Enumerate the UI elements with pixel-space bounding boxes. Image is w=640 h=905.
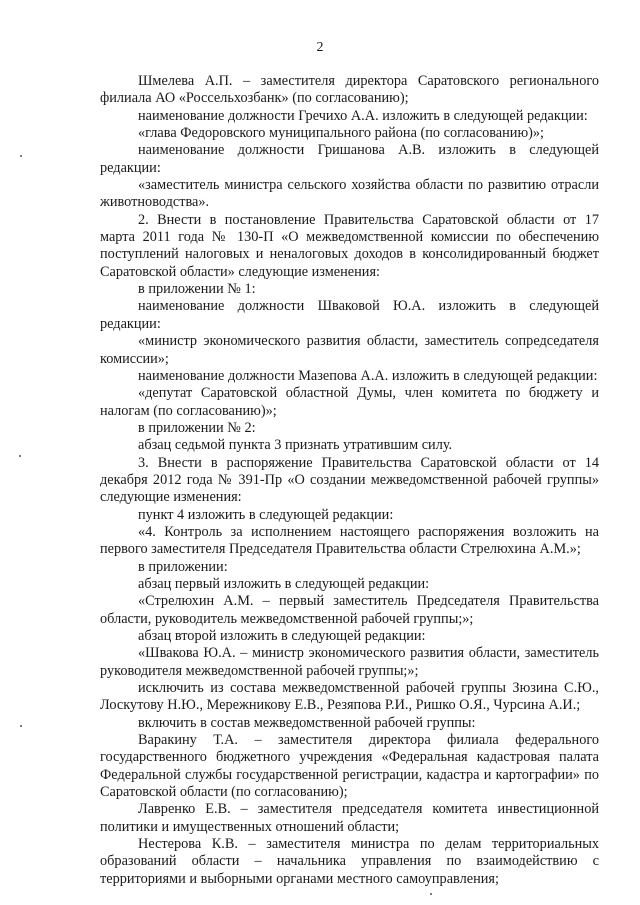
page-number: 2 — [316, 40, 324, 55]
paragraph: наименование должности Гришанова А.В. изложить в следующей редакции: — [100, 142, 599, 176]
paragraph: «депутат Саратовской областной Думы, член комитета по бюджету и налогам (по согласованию)»; — [100, 385, 599, 419]
paragraph: исключить из состава межведомственной рабочей группы Зюзина С.Ю., Лоскутову Н.Ю., Мережникову Е.В., Резяпова Р.И., Ришко О.Я., Чурсина А.И.; — [100, 680, 599, 714]
paragraph: наименование должности Шваковой Ю.А. изложить в следующей редакции: — [100, 298, 599, 332]
paragraph: включить в состав межведомственной рабочей группы: — [138, 714, 476, 731]
paragraph: 3. Внести в распоряжение Правительства Саратовской области от 14 декабря 2012 года № 391-Пр «О создании межведомственной рабочей группы» следующие изменения: — [100, 454, 599, 506]
paragraph: 2. Внести в постановление Правительства Саратовской области от 17 марта 2011 года № 130-П «О межведомственной комиссии по обеспечению поступлений налоговых и неналоговых доходов в консолидированный бюджет Саратовской области» следующие изменения: — [100, 211, 599, 280]
paragraph: абзац седьмой пункта 3 признать утратившим силу. — [138, 437, 453, 454]
paragraph: Варакину Т.А. – заместителя директора филиала федерального государственного бюджетного учреждения «Федеральная кадастровая палата Федеральной службы государственной регистрации, кадастра и картографии» по Саратовской области (по согласованию); — [100, 732, 599, 801]
paragraph: в приложении: — [138, 558, 228, 575]
paragraph: наименование должности Мазепова А.А. изложить в следующей редакции: — [138, 367, 598, 384]
scan-speck — [430, 893, 432, 895]
paragraph: в приложении № 1: — [138, 281, 256, 298]
paragraph: «заместитель министра сельского хозяйства области по развитию отрасли животноводства». — [100, 177, 599, 211]
scan-speck — [20, 725, 22, 727]
paragraph: Шмелева А.П. – заместителя директора Саратовского регионального филиала АО «Россельхозбанк» (по согласованию); — [100, 73, 599, 107]
paragraph: наименование должности Гречихо А.А. изложить в следующей редакции: — [138, 107, 588, 124]
paragraph: Лавренко Е.В. – заместителя председателя комитета инвестиционной политики и имущественных отношений области; — [100, 801, 599, 835]
document-body — [100, 73, 599, 888]
paragraph: «министр экономического развития области, заместитель сопредседателя комиссии»; — [100, 333, 599, 367]
scan-speck — [20, 155, 22, 157]
paragraph: «глава Федоровского муниципального района (по согласованию)»; — [138, 125, 545, 142]
paragraph: абзац первый изложить в следующей редакции: — [138, 575, 430, 592]
paragraph: «4. Контроль за исполнением настоящего распоряжения возложить на первого заместителя Председателя Правительства области Стрелюхина А.М.»; — [100, 523, 599, 558]
paragraph: Нестерова К.В. – заместителя министра по делам территориальных образований области – начальника управления по взаимодействию с территориями и выборными органами местного самоуправления; — [100, 836, 599, 887]
paragraph: «Стрелюхин А.М. – первый заместитель Председателя Правительства области, руководитель межведомственной рабочей группы;»; — [100, 593, 599, 627]
scan-speck — [19, 455, 21, 457]
paragraph: пункт 4 изложить в следующей редакции: — [138, 506, 394, 523]
paragraph: абзац второй изложить в следующей редакции: — [138, 628, 426, 644]
paragraph: «Швакова Ю.А. – министр экономического развития области, заместитель руководителя межведомственной рабочей группы;»; — [100, 645, 599, 679]
paragraph: в приложении № 2: — [138, 419, 256, 436]
